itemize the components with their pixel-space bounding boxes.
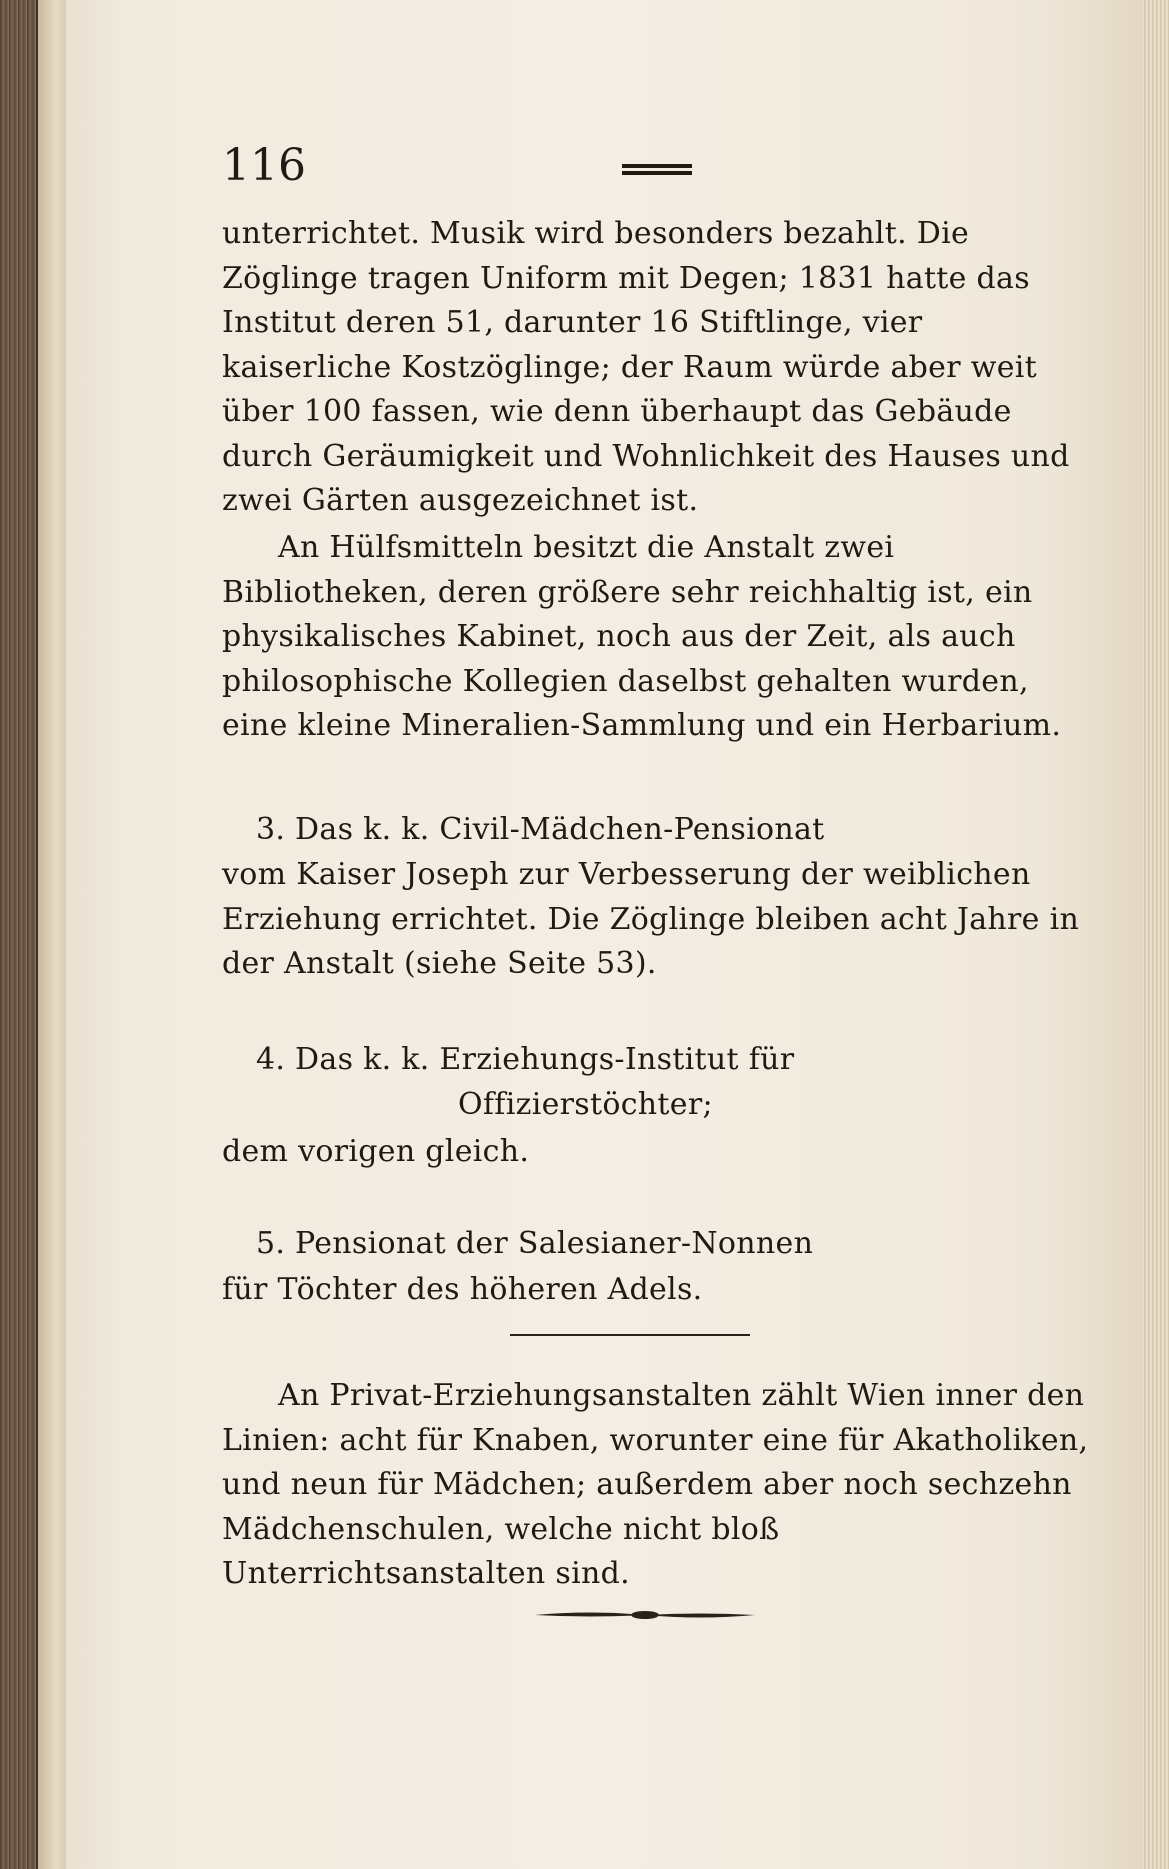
- paragraph-6: An Privat-Erziehungsanstalten zählt Wien inner den Linien: acht für Knaben, worunter eine für Akatholiken, und neun für Mädchen; außerdem aber noch sechzehn Mädchenschulen, welche nicht bloß Unterrichtsanstalten sind.: [222, 1378, 1089, 1591]
- section-heading-4-continued: Offizierstöchter;: [458, 1087, 713, 1122]
- section-heading-4: 4. Das k. k. Erziehungs-Institut für: [256, 1042, 795, 1077]
- end-ornament: [535, 1608, 755, 1622]
- paragraph-1: unterrichtet. Musik wird besonders bezahlt. Die Zöglinge tragen Uniform mit Degen; 1831 hatte das Institut deren 51, darunter 16 Stiftlinge, vier kaiserliche Kostzöglinge; der Raum würde aber weit über 100 fassen, wie denn überhaupt das Gebäude durch Geräumigkeit und Wohnlichkeit des Hauses und zwei Gärten ausgezeichnet ist.: [222, 216, 1070, 518]
- section-heading-5: 5. Pensionat der Salesianer-Nonnen: [256, 1226, 814, 1261]
- paragraph-5: für Töchter des höheren Adels.: [222, 1272, 703, 1307]
- paragraph-2: An Hülfsmitteln besitzt die Anstalt zwei Bibliotheken, deren größere sehr reichhaltig ist, ein physikalisches Kabinet, noch aus der Zeit, als auch philosophische Kollegien daselbst gehalten wurden, eine kleine Mineralien-Sammlung und ein Herbarium.: [222, 530, 1062, 743]
- paragraph-3: vom Kaiser Joseph zur Verbesserung der weiblichen Erziehung errichtet. Die Zöglinge bleiben acht Jahre in der Anstalt (siehe Seite 53).: [222, 857, 1080, 981]
- page-number: 116: [222, 140, 306, 191]
- page-edge: [1141, 0, 1169, 1869]
- header-rule-ornament: [622, 164, 692, 178]
- book-spine: [0, 0, 36, 1869]
- section-heading-3: 3. Das k. k. Civil-Mädchen-Pensionat: [256, 812, 825, 847]
- book-cover-edge: [36, 0, 68, 1869]
- section-divider-rule: [510, 1334, 750, 1336]
- paragraph-4: dem vorigen gleich.: [222, 1134, 530, 1169]
- page-header: [222, 140, 1082, 200]
